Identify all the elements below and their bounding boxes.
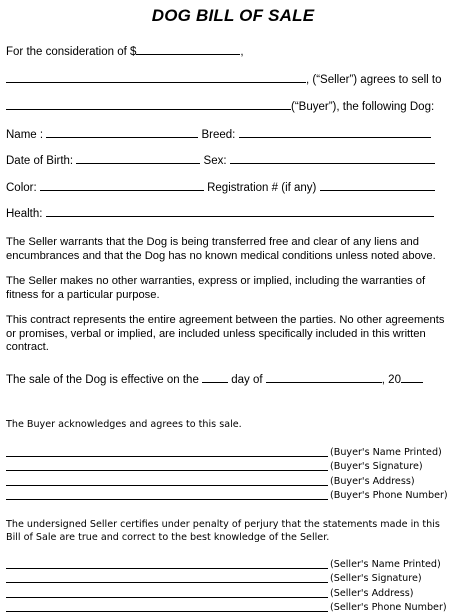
effective-label: The sale of the Dog is effective on the bbox=[6, 374, 199, 386]
year-prefix-label: , 20 bbox=[381, 374, 401, 386]
effective-day-field[interactable] bbox=[202, 372, 228, 383]
sex-label: Sex: bbox=[203, 155, 227, 167]
name-breed-row bbox=[6, 127, 431, 142]
buyer-phone-line[interactable] bbox=[6, 499, 328, 500]
document-title: DOG BILL OF SALE bbox=[151, 6, 315, 25]
effective-month-field[interactable] bbox=[266, 372, 382, 383]
buyer-address-line[interactable] bbox=[6, 485, 328, 486]
breed-field[interactable] bbox=[239, 127, 431, 138]
buyer-name-printed-label: (Buyer's Name Printed) bbox=[330, 447, 442, 458]
consideration-label: For the consideration of $ bbox=[6, 46, 137, 58]
buyer-phone-label: (Buyer's Phone Number) bbox=[330, 490, 448, 501]
seller-name-field[interactable] bbox=[6, 72, 306, 83]
buyer-name-printed-line[interactable] bbox=[6, 456, 328, 457]
entire-agreement-paragraph: This contract represents the entire agreement between the parties. No other agreements or promises, verbal or implied, are included unless specifically included in this written contract. bbox=[6, 314, 445, 354]
buyer-address-label: (Buyer's Address) bbox=[330, 476, 415, 487]
buyer-name-field[interactable] bbox=[6, 99, 291, 110]
seller-name-printed-label: (Seller's Name Printed) bbox=[330, 559, 441, 570]
sex-field[interactable] bbox=[230, 153, 435, 164]
seller-name-printed-line[interactable] bbox=[6, 568, 328, 569]
health-row bbox=[6, 206, 434, 221]
color-field[interactable] bbox=[40, 180, 204, 191]
seller-address-label: (Seller's Address) bbox=[330, 588, 414, 599]
breed-label: Breed: bbox=[201, 129, 236, 141]
dog-name-field[interactable] bbox=[46, 127, 198, 138]
day-of-label: day of bbox=[231, 374, 263, 386]
consideration-amount-field[interactable] bbox=[136, 44, 240, 55]
buyer-line bbox=[6, 99, 434, 114]
seller-signature-line[interactable] bbox=[6, 582, 328, 583]
effective-date-line bbox=[6, 372, 423, 387]
seller-phone-label: (Seller's Phone Number) bbox=[330, 602, 447, 613]
dob-sex-row bbox=[6, 153, 435, 168]
seller-line bbox=[6, 72, 442, 87]
consideration-comma: , bbox=[240, 46, 244, 58]
color-registration-row bbox=[6, 180, 435, 195]
warranty-paragraph: The Seller warrants that the Dog is being transferred free and clear of any liens and encumbrances and that the Dog has no known medical conditions unless noted above. bbox=[6, 236, 436, 262]
no-other-warranties-paragraph: The Seller makes no other warranties, express or implied, including the warranties of fitness for a particular purpose. bbox=[6, 275, 426, 301]
seller-signature-label: (Seller's Signature) bbox=[330, 573, 422, 584]
registration-field[interactable] bbox=[320, 180, 435, 191]
registration-label: Registration # (if any) bbox=[207, 182, 317, 194]
dob-label: Date of Birth: bbox=[6, 155, 74, 167]
seller-certification: The undersigned Seller certifies under penalty of perjury that the statements made in this Bill of Sale are true and correct to the best knowledge of the Seller. bbox=[6, 519, 440, 543]
seller-phone-line[interactable] bbox=[6, 611, 328, 612]
color-label: Color: bbox=[6, 182, 37, 194]
seller-address-line[interactable] bbox=[6, 597, 328, 598]
buyer-signature-line[interactable] bbox=[6, 470, 328, 471]
buyer-acknowledgement: The Buyer acknowledges and agrees to this sale. bbox=[6, 419, 242, 430]
buyer-line-text: (“Buyer”), the following Dog: bbox=[291, 101, 435, 113]
health-field[interactable] bbox=[46, 206, 434, 217]
dob-field[interactable] bbox=[76, 153, 200, 164]
effective-year-field[interactable] bbox=[401, 372, 423, 383]
health-label: Health: bbox=[6, 208, 43, 220]
buyer-signature-label: (Buyer's Signature) bbox=[330, 461, 423, 472]
seller-line-text: , (“Seller”) agrees to sell to bbox=[306, 74, 442, 86]
consideration-line bbox=[6, 44, 244, 59]
dog-name-label: Name : bbox=[6, 129, 44, 141]
